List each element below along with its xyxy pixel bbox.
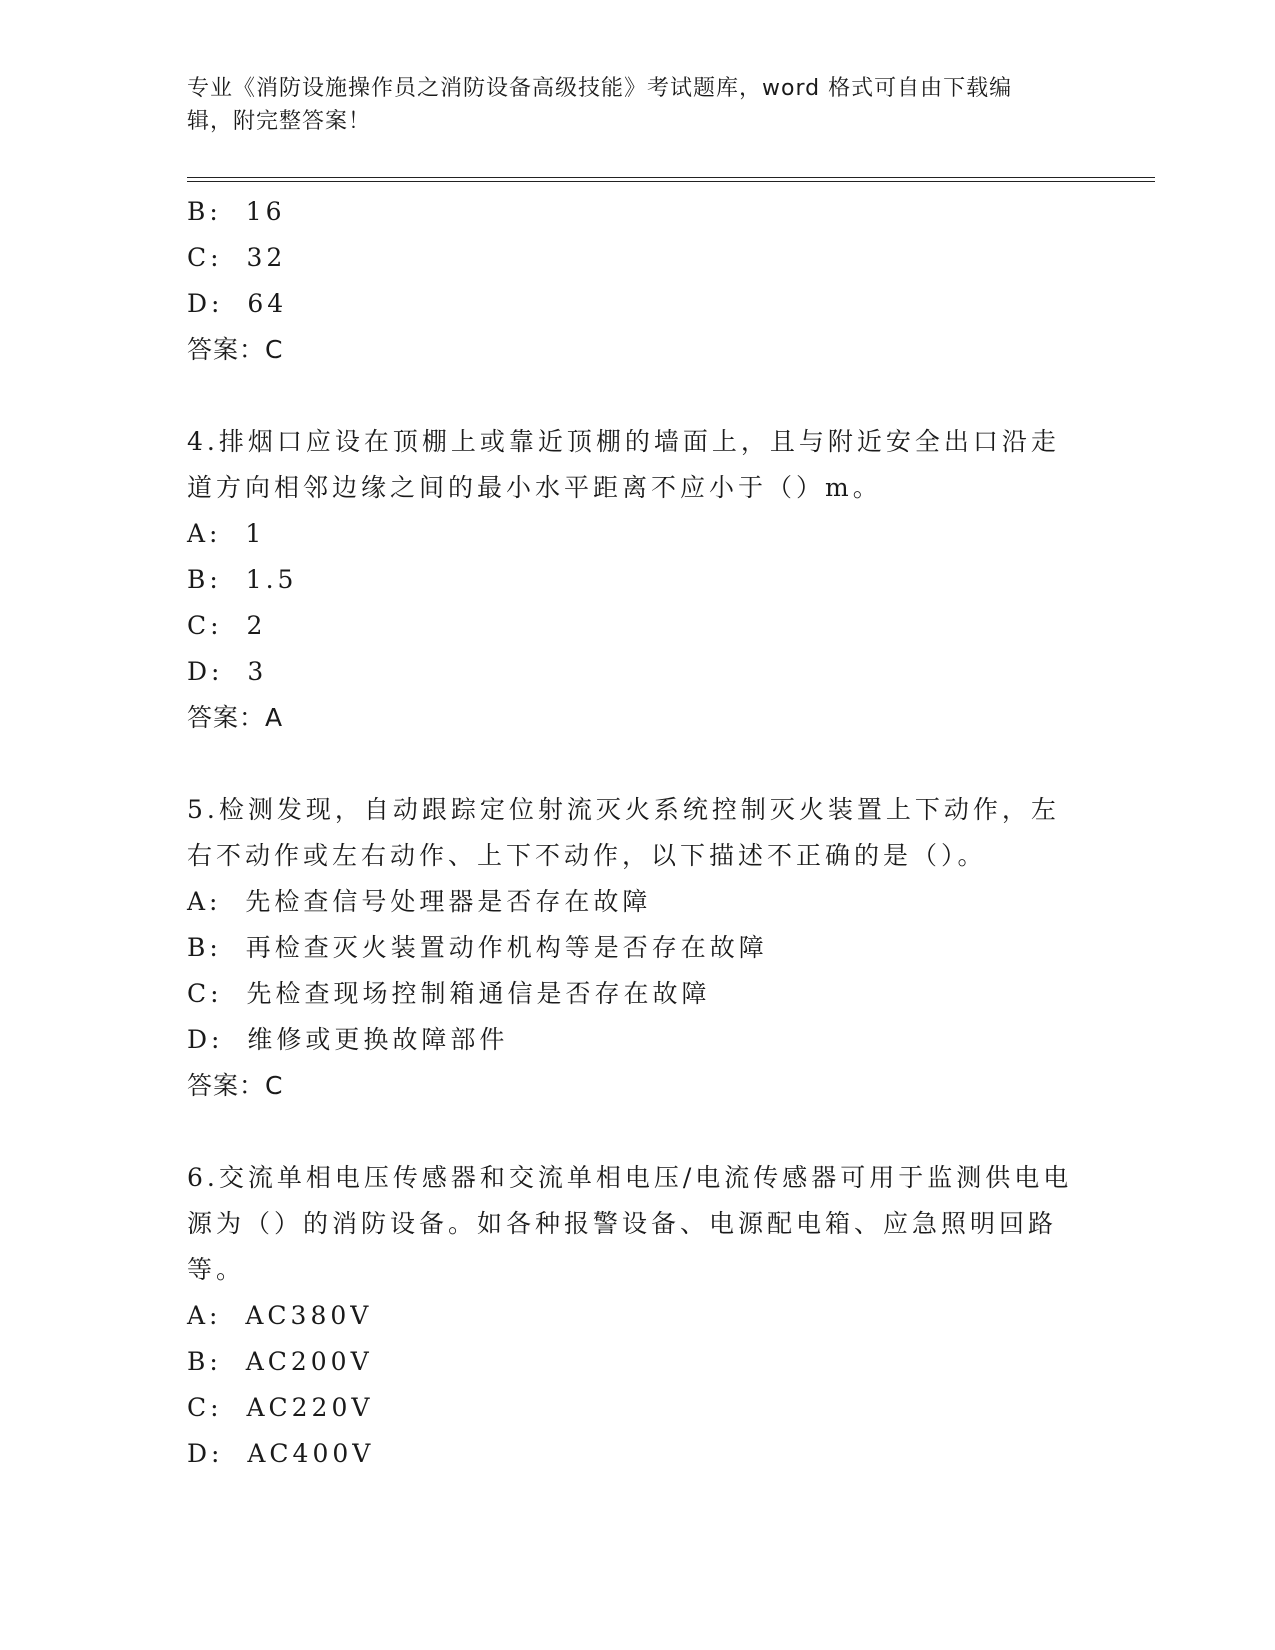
question-6: [187, 1155, 1087, 1477]
option-c: C: 32: [187, 243, 287, 272]
question-list: [187, 189, 1087, 1477]
question-stem: 4.排烟口应设在顶棚上或靠近顶棚的墙面上，且与附近安全出口沿走: [187, 427, 1060, 456]
question-4: [187, 419, 1087, 741]
option-b: B: 1.5: [187, 565, 298, 594]
option-c: C: 2: [187, 611, 267, 640]
option-c: C: 先检查现场控制箱通信是否存在故障: [187, 979, 711, 1008]
header-line-2: 辑，附完整答案！: [187, 109, 372, 134]
option-d: D: 64: [187, 289, 288, 318]
spacer: [187, 1109, 1087, 1155]
option-a: A: 1: [187, 519, 266, 548]
spacer: [187, 373, 1087, 419]
document-header: [187, 72, 1067, 138]
option-d: D: 3: [187, 657, 268, 686]
option-d: D: 维修或更换故障部件: [187, 1025, 509, 1054]
question-5: [187, 787, 1087, 1109]
option-b: B: AC200V: [187, 1347, 373, 1376]
option-d: D: AC400V: [187, 1439, 375, 1468]
header-divider-top: [187, 177, 1155, 178]
question-stem: 源为（）的消防设备。如各种报警设备、电源配电箱、应急照明回路: [187, 1209, 1058, 1238]
header-line-1: 专业《消防设施操作员之消防设备高级技能》考试题库，word 格式可自由下载编: [187, 76, 1013, 101]
answer: 答案：C: [187, 335, 284, 364]
option-b: B: 再检查灭火装置动作机构等是否存在故障: [187, 933, 768, 962]
question-stem: 等。: [187, 1255, 246, 1284]
question-stem: 道方向相邻边缘之间的最小水平距离不应小于（）m。: [187, 473, 882, 502]
header-divider-bottom: [187, 181, 1155, 182]
question-stem: 6.交流单相电压传感器和交流单相电压/电流传感器可用于监测供电电: [187, 1163, 1073, 1192]
question-stem: 右不动作或左右动作、上下不动作，以下描述不正确的是（）。: [187, 841, 987, 870]
answer: 答案：A: [187, 703, 284, 732]
option-a: A: 先检查信号处理器是否存在故障: [187, 887, 652, 916]
option-c: C: AC220V: [187, 1393, 374, 1422]
option-b: B: 16: [187, 197, 286, 226]
question-3: [187, 189, 1087, 373]
answer: 答案：C: [187, 1071, 284, 1100]
option-a: A: AC380V: [187, 1301, 373, 1330]
spacer: [187, 741, 1087, 787]
question-stem: 5.检测发现，自动跟踪定位射流灭火系统控制灭火装置上下动作，左: [187, 795, 1060, 824]
